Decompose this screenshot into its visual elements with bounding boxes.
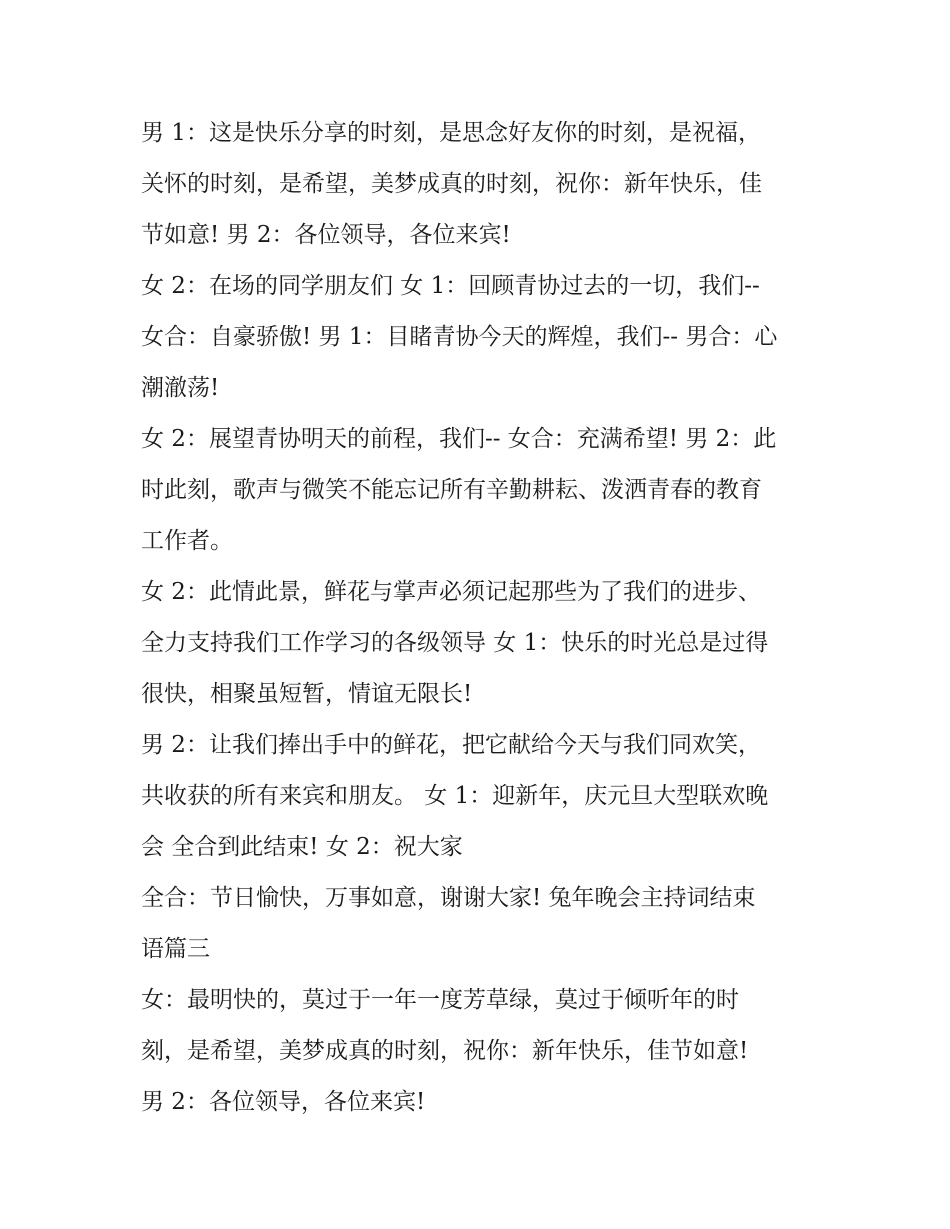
text-line: 女 2：展望青协明天的前程，我们-- 女合：充满希望! 男 2：此 [141, 426, 777, 452]
text-line: 女 2：在场的同学朋友们 女 1：回顾青协过去的一切，我们-- [141, 273, 760, 299]
text-line: 关怀的时刻，是希望，美梦成真的时刻，祝你：新年快乐，佳 [141, 171, 762, 197]
text-line: 男 2：让我们捧出手中的鲜花，把它献给今天与我们同欢笑， [141, 732, 761, 758]
text-line: 男 2：各位领导，各位来宾! [141, 1089, 426, 1115]
text-line: 语篇三 [141, 936, 210, 962]
text-line: 男 1：这是快乐分享的时刻，是思念好友你的时刻，是祝福， [141, 120, 761, 146]
text-line: 时此刻，歌声与微笑不能忘记所有辛勤耕耘、泼洒青春的教育 [141, 477, 762, 503]
text-line: 潮澈荡! [141, 375, 220, 401]
document-body [141, 108, 813, 1128]
text-line: 女 2：此情此景，鲜花与掌声必须记起那些为了我们的进步、 [141, 579, 761, 605]
text-line: 全合：节日愉快，万事如意，谢谢大家! 兔年晚会主持词结束 [141, 885, 756, 911]
text-line: 刻，是希望，美梦成真的时刻，祝你：新年快乐，佳节如意! [141, 1038, 749, 1064]
text-line: 工作者。 [141, 528, 233, 554]
text-line: 很快，相聚虽短暂，情谊无限长! [141, 681, 473, 707]
text-line: 共收获的所有来宾和朋友。 女 1：迎新年，庆元旦大型联欢晚 [141, 783, 769, 809]
text-line: 会 全合到此结束! 女 2：祝大家 [141, 834, 463, 860]
text-line: 女合：自豪骄傲! 男 1：目睹青协今天的辉煌，我们-- 男合：心 [141, 324, 778, 350]
text-line: 女：最明快的，莫过于一年一度芳草绿，莫过于倾听年的时 [141, 987, 739, 1013]
text-line: 节如意! 男 2：各位领导，各位来宾! [141, 222, 511, 248]
text-line: 全力支持我们工作学习的各级领导 女 1：快乐的时光总是过得 [141, 630, 769, 656]
